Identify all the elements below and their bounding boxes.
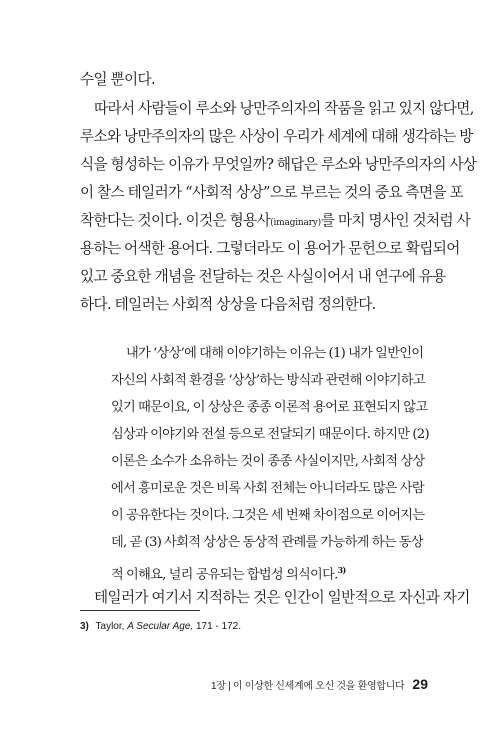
quote-line: 이론은 소수가 소유하는 것이 종종 사실이지만, 사회적 상상 (111, 454, 425, 469)
body-line: 하다. 테일러는 사회적 상상을 다음처럼 정의한다. (80, 296, 376, 313)
body-line: 수일 뿐이다. (80, 71, 156, 88)
footnote-number: 3) (80, 621, 89, 632)
body-line: 테일러가 여기서 지적하는 것은 인간이 일반적으로 자신과 자기 (94, 589, 470, 606)
footnote (80, 620, 241, 634)
body-line: 있고 중요한 개념을 전달하는 것은 사실이어서 내 연구에 유용 (80, 268, 446, 285)
body-line: 루소와 낭만주의자의 많은 사상이 우리가 세계에 대해 생각하는 방 (80, 128, 473, 145)
body-line: 이 찰스 테일러가 “사회적 상상”으로 부르는 것의 중요 측면을 포 (80, 184, 464, 201)
footnote-divider (80, 610, 200, 611)
body-line: 용하는 어색한 용어다. 그렇더라도 이 용어가 문헌으로 확립되어 (80, 240, 460, 257)
quote-line: 에서 흥미로운 것은 비록 사회 전체는 아니더라도 많은 사람 (111, 481, 424, 496)
quote-line: 자신의 사회적 환경을 ‘상상’하는 방식과 관련해 이야기하고 (111, 373, 425, 388)
quote-line: 있기 때문이요, 이 상상은 종종 이론적 용어로 표현되지 않고 (111, 400, 428, 415)
footnote-pages: 171 - 172. (195, 621, 241, 632)
body-line (80, 211, 471, 233)
quote-line: 내가 ‘상상’에 대해 이야기하는 이유는 (1) 내가 일반인이 (126, 346, 424, 361)
quote-line: 이 공유한다는 것이다. 그것은 세 번째 차이점으로 이어지는 (111, 508, 425, 523)
page-footer (211, 676, 428, 692)
english-term: (imaginary) (270, 218, 321, 228)
body-line-part: 착한다는 것이다. 이것은 형용사 (80, 212, 271, 229)
quote-line: 심상과 이야기와 전설 등으로 전달되기 때문이다. 하지만 (2) (111, 427, 429, 442)
page-number: 29 (412, 676, 428, 692)
footnote-title: A Secular Age, (127, 621, 194, 632)
body-line: 식을 형성하는 이유가 무엇일까? 해답은 루소와 낭만주의자의 사상 (80, 156, 477, 173)
quote-line (111, 560, 398, 585)
footnote-marker[interactable]: 3) (337, 565, 346, 575)
quote-line-text: 적 이해요, 널리 공유되는 합법성 의식이다. (111, 567, 338, 583)
body-line: 따라서 사람들이 루소와 낭만주의자의 작품을 읽고 있지 않다면, (94, 100, 474, 117)
quote-line: 데, 곧 (3) 사회적 상상은 동상적 관례를 가능하게 하는 동상 (111, 535, 423, 550)
footnote-author: Taylor, (95, 621, 125, 632)
running-chapter-title: 1장 | 이 이상한 신세계에 오신 것을 환영합니다 (211, 681, 405, 692)
body-line-part: 를 마치 명사인 것처럼 사 (320, 212, 471, 229)
